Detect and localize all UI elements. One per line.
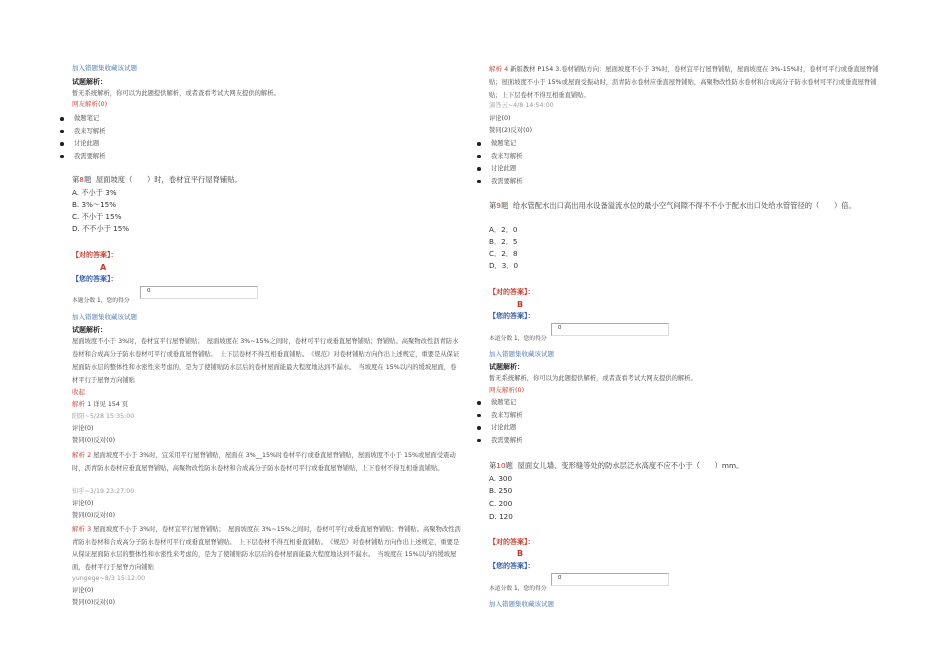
vote-links[interactable]: 赞同(0)反对(0) [72, 599, 116, 606]
vote-links[interactable]: 赞同(0)反对(0) [72, 512, 116, 519]
question-text: 给水管配水出口高出用水设备溢流水位的最小空气间隙不得不不小于配水出口处给水管管径的（ ）倍。 [512, 201, 856, 210]
analysis-heading: 试题解析： [489, 363, 524, 371]
comment-link[interactable]: 评论(0) [489, 115, 511, 122]
question-label-tail: 题 [500, 201, 509, 210]
option-b: B. 250 [489, 486, 513, 495]
note-tag: 解析 1 [72, 400, 92, 408]
note-tag: 解析 3 [72, 525, 92, 533]
your-answer-label: 【您的答案】： [489, 562, 535, 570]
note-meta: 滴答云~4/8 14:54:00 [489, 102, 554, 109]
analysis-none-text: 暂无系统解析，你可以为此题提供解析，或者查看考试大网友提供的解析。 [72, 90, 280, 97]
menu-item-write-analysis[interactable]: 我来写解析 [477, 152, 522, 165]
netfriend-analysis-link[interactable]: 网友解析(0) [489, 386, 525, 394]
note-3 [72, 523, 462, 574]
question-label: 第 [489, 461, 497, 470]
option-a: A．2．0 [489, 225, 518, 234]
analysis-heading: 试题解析： [72, 78, 107, 86]
menu-item-discuss[interactable]: 讨论此题 [60, 139, 105, 152]
add-to-favorites-link-2[interactable]: 加入错题集收藏该试题 [489, 600, 554, 608]
option-a: A. 300 [489, 474, 513, 483]
correct-answer-value: B [517, 300, 524, 309]
question-label: 第 [72, 175, 80, 184]
menu-item-notes[interactable]: 做题笔记 [477, 398, 522, 411]
question-number: 10 [496, 461, 506, 470]
menu-item-notes[interactable]: 做题笔记 [60, 114, 105, 127]
menu-item-write-analysis[interactable]: 我来写解析 [60, 127, 105, 140]
option-d: D. 120 [489, 512, 513, 521]
question-label: 第 [489, 201, 497, 210]
vote-links[interactable]: 赞同(0)反对(0) [72, 437, 116, 444]
comment-link[interactable]: 评论(0) [72, 500, 94, 507]
question-text: 屋面女儿墙、变形缝等处的防水层泛水高度不应不小于（ ）mm。 [517, 461, 744, 470]
note-body: 详见 154 页 [93, 401, 129, 408]
menu-item-discuss[interactable]: 讨论此题 [477, 164, 522, 177]
menu-item-need-analysis[interactable]: 我需要解析 [477, 177, 522, 190]
analysis-none-text: 暂无系统解析，你可以为此题提供解析，或者查看考试大网友提供的解析。 [489, 375, 697, 382]
correct-answer-label: 【对的答案】： [489, 288, 535, 296]
question-number: 9 [496, 201, 501, 210]
note-body: 屋面坡度不小于 3%时，卷材宜平行屋脊铺贴； 屋面坡度在 3%~15%之间时，卷材可平行或垂直屋脊铺贴；脊铺贴。高聚物改性沥青防水卷材和合成高分子防水卷材可平行或垂直屋脊铺贴。 上下层卷材不得互相垂直铺贴。 《规范》对卷材铺贴方向作出上述规定，重要是从保证屋面防水层的整体性和水密性来考虑的，是为了使铺贴防水层后的卷材屋面能最大程度地达到不漏水。 当坡度在 15%以内的缓坡屋面，卷材平行于屋脊方向铺贴 [72, 526, 461, 571]
note-meta: yungege~8/3 15:12:00 [72, 575, 146, 582]
note-body: 新版教材 P154 3.卷材铺贴方向：屋面坡度不小于 3%时，卷材宜平行屋脊铺贴，屋面坡度在 3%-15%时，卷材可平行或垂直屋脊铺贴；屋面坡度不小于 15%或屋面受振动时，沥青防水卷材应垂直屋脊铺贴，高聚物改性防水卷材和合成高分子防水卷材可平行或垂直屋脊铺贴；上下层卷材不得互相垂直铺贴。 [489, 66, 879, 99]
analysis-body: 屋面坡度不小于 3%时，卷材宜平行屋脊铺贴； 屋面坡度在 3%~15%之间时，卷材可平行或垂直屋脊铺贴；脊铺贴。高聚物改性沥青防水卷材和合成高分子防水卷材可平行或垂直屋脊铺贴。 上下层卷材不得互相垂直铺贴。 《规范》对卷材铺贴方向作出上述规定，重要是从保证屋面防水层的整体性和水密性来考虑的，是为了使铺贴防水层后的卷材屋面能最大程度地达到不漏水。 当坡度在 15%以内的缓坡屋面，卷材平行于屋脊方向铺贴 [72, 338, 460, 384]
note-1 [72, 400, 462, 409]
score-text: 本道分数 1，您的得分 [489, 586, 547, 592]
note-2 [72, 449, 462, 475]
question-label-tail: 题 [83, 175, 92, 184]
your-answer-input[interactable]: 0 [140, 286, 258, 299]
correct-answer-value: A [100, 263, 107, 272]
your-answer-input[interactable]: 0 [551, 573, 669, 586]
comment-link[interactable]: 评论(0) [72, 587, 94, 594]
option-b: B．2．5 [489, 237, 518, 246]
your-answer-label: 【您的答案】： [489, 312, 535, 320]
your-answer-input[interactable]: 0 [551, 323, 669, 336]
question-menu [477, 139, 522, 189]
add-to-favorites-link[interactable]: 加入错题集收藏该试题 [72, 64, 137, 72]
menu-item-need-analysis[interactable]: 我需要解析 [60, 152, 105, 165]
note-body: 屋面坡度不小于 3%时，宜采用平行屋脊铺贴，屋面在 3%__15%时卷材平行或垂直屋脊铺贴，屋面坡度不小于 15%或屋面受震动时，沥青防水卷材应垂直屋脊铺贴，高聚物改性防水卷材和合成高分子防水卷材可平行或垂直屋脊铺贴，上下卷材不得互相垂直铺贴。 [72, 452, 456, 472]
option-b: B. 3%～15% [72, 200, 117, 209]
vote-links[interactable]: 赞同(2)反对(0) [489, 127, 533, 134]
note-4 [489, 63, 885, 102]
add-to-favorites-link-2[interactable]: 加入错题集收藏该试题 [72, 313, 137, 321]
your-answer-label: 【您的答案】： [72, 275, 118, 283]
question-8 [72, 175, 462, 186]
note-meta: 知乎~3/19 23:27:00 [72, 488, 135, 495]
option-d: D．3．0 [489, 261, 519, 270]
question-menu [60, 114, 105, 164]
menu-item-notes[interactable]: 做题笔记 [477, 139, 522, 152]
netfriend-analysis-link[interactable]: 网友解析(0) [72, 100, 108, 108]
question-menu [477, 398, 522, 448]
question-10 [489, 461, 885, 472]
option-a: A. 不小于 3% [72, 188, 117, 197]
question-label-tail: 题 [505, 461, 513, 470]
correct-answer-label: 【对的答案】： [489, 538, 535, 546]
score-text: 本题分数 1，您的得分 [72, 298, 130, 304]
score-text: 本道分数 1，您的得分 [489, 336, 547, 342]
note-tag: 解析 2 [72, 451, 92, 459]
option-d: D. 不不小于 15% [72, 224, 130, 233]
option-c: C. 不小于 15% [72, 212, 122, 221]
question-text: 屋面坡度（ ）时，卷材宜平行屋脊铺贴。 [95, 175, 242, 184]
note-meta: 阳阳~5/28 15:35:00 [72, 413, 135, 420]
correct-answer-value: B [517, 549, 524, 558]
comment-link[interactable]: 评论(0) [72, 425, 94, 432]
menu-item-discuss[interactable]: 讨论此题 [477, 423, 522, 436]
menu-item-need-analysis[interactable]: 我需要解析 [477, 436, 522, 449]
menu-item-write-analysis[interactable]: 我来写解析 [477, 411, 522, 424]
option-c: C. 200 [489, 499, 513, 508]
note-tag: 解析 4 [489, 65, 509, 73]
correct-answer-label: 【对的答案】： [72, 251, 118, 259]
question-number: 8 [79, 175, 84, 184]
add-to-favorites-link[interactable]: 加入错题集收藏该试题 [489, 350, 554, 358]
collapse-link[interactable]: 收起 [72, 388, 85, 396]
option-c: C．2．8 [489, 249, 518, 258]
analysis-heading-2: 试题解析： [72, 326, 107, 334]
question-9 [489, 201, 885, 212]
